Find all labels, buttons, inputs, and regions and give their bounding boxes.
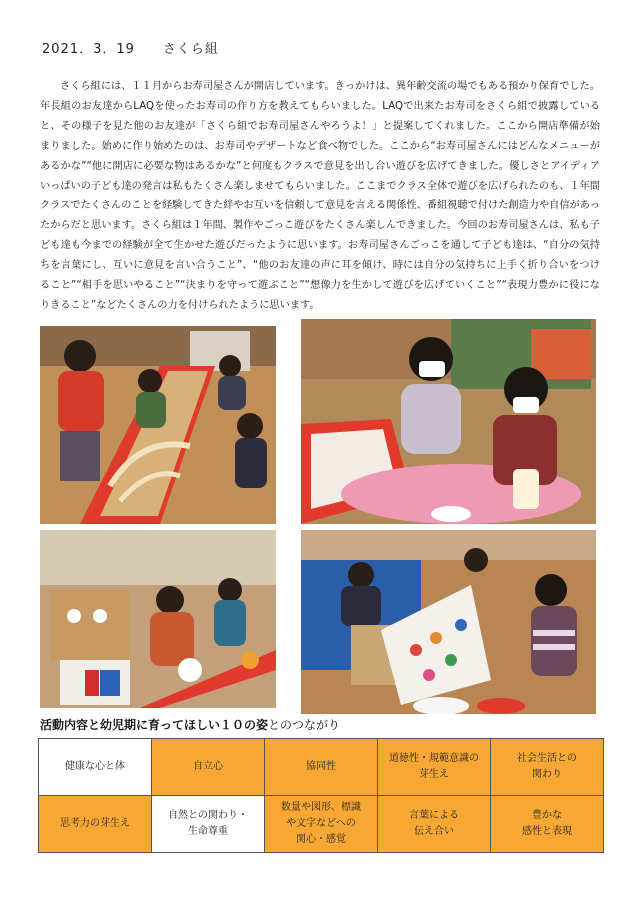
report-date: 2021．3．19 — [42, 42, 135, 57]
connections-title-main: 活動内容と幼児期に育ってほしい１０の姿 — [40, 718, 269, 732]
table-row — [39, 796, 604, 853]
attribute-cell: 社会生活との 関わり — [491, 739, 604, 796]
attribute-cell: 道徳性・規範意識の 芽生え — [378, 739, 491, 796]
class-name: さくら組 — [162, 42, 219, 57]
attribute-cell: 言葉による 伝え合い — [378, 796, 491, 853]
photo-sushi-conveyor-play — [40, 530, 276, 708]
report-date-header — [42, 38, 219, 57]
connections-title — [40, 716, 340, 733]
attribute-cell: 自立心 — [152, 739, 265, 796]
table-row — [39, 739, 604, 796]
attribute-cell: 思考力の芽生え — [39, 796, 152, 853]
attribute-cell: 数量や図形、標識 や文字などへの 関心・感覚 — [265, 796, 378, 853]
report-body-text: さくら組には、１１月からお寿司屋さんが開店しています。きっかけは、異年齢交流の場でもある預かり保育でした。年長組のお友達からLAQを使ったお寿司の作り方を教えてもらいました。LAQで出来たお寿司をさくら組で披露していると、その様子を見た他のお友達が「さくら組でお寿司屋さんやろうよ！」と提案してくれました。ここから開店準備が始まりました。始めに作り始めたのは、お寿司やデザートなど食べ物でした。ここから“お寿司屋さんにはどんなメニューがあるかな”“他に開店に必要な物はあるかな”と何度もクラスで意見を出し合い遊びを広げてきました。優しさとアイディアいっぱいの子ども達の発言は私もたくさん楽しませてもらいました。ここまでクラス全体で遊びを広げられたのも、１年間クラスでたくさんのことを経験してきた絆やお互いを信頼して意見を言える関係性、番組視聴で付けた創造力や自信があったからだと思います。さくら組は１年間、製作やごっこ遊びをたくさん楽しんできました。今回のお寿司屋さんは、私も子ども達も今までの経験が全て生かせた遊びだったように思います。お寿司屋さんごっこを通して子ども達は、“自分の気持ちを言葉にし、互いに意見を言い合うこと”、“他のお友達の声に耳を傾け、時には自分の気持ちに上手く折り合いをつけること”“相手を思いやること”“決まりを守って遊ぶこと”“想像力を生かして遊びを広げていくこと”“表現力豊かに役になりきること”などたくさんの力を付けられたように思います。 — [40, 81, 601, 311]
attribute-cell: 豊かな 感性と表現 — [491, 796, 604, 853]
photo-menu-board — [301, 530, 596, 714]
ten-attributes-table — [38, 738, 604, 853]
attribute-cell: 健康な心と体 — [39, 739, 152, 796]
attribute-cell: 自然との関わり・ 生命尊重 — [152, 796, 265, 853]
attribute-cell: 協同性 — [265, 739, 378, 796]
connections-title-suffix: とのつながり — [268, 718, 341, 732]
photo-children-tasting-sushi — [301, 319, 596, 524]
photo-children-building-track — [40, 326, 276, 524]
